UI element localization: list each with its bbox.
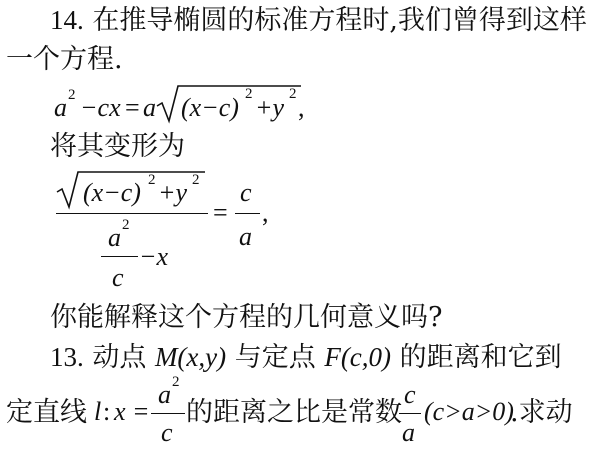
eq2-num-plus-y: +y: [158, 178, 188, 207]
eq2-num-y-exponent: 2: [192, 172, 200, 188]
problem-13-frac-bar: [151, 413, 185, 414]
problem-13-x-equals: x =: [114, 397, 150, 426]
problem-13-ratio-num: c: [404, 380, 416, 409]
problem-13-text-b: 与定点: [234, 342, 316, 373]
eq2-num-radicand-exponent: 2: [148, 172, 156, 188]
eq2-den-minus-x: −x: [139, 242, 169, 271]
eq2-trailing-comma: ,: [262, 198, 269, 227]
problem-13-condition: (c>a>0): [424, 397, 514, 426]
eq2-rhs-den: a: [239, 222, 252, 251]
eq2-equals: =: [213, 198, 228, 227]
eq1-radicand: (x−c): [181, 93, 239, 122]
problem-13-point-f: F(c,0): [324, 342, 392, 372]
problem-13-colon: :: [103, 397, 111, 426]
eq1-a: a: [54, 93, 67, 122]
eq2-rhs-num: c: [240, 178, 252, 207]
problem-14-number: 14.: [50, 5, 84, 35]
problem-13-point-m: M(x,y): [154, 342, 227, 372]
eq2-den-a: a: [108, 223, 121, 252]
problem-14-intro-line2: 一个方程.: [6, 44, 123, 75]
eq1-minus-cx: −cx: [80, 93, 121, 122]
eq1-equals: =: [125, 93, 140, 122]
problem-14-question: 你能解释这个方程的几何意义吗?: [50, 302, 443, 333]
problem-13-text-line2-b: 的距离之比是常数: [186, 397, 402, 428]
problem-13-line-l: l: [94, 397, 102, 426]
eq2-den-a-exponent: 2: [122, 217, 130, 233]
problem-13-text-a: 动点: [92, 342, 147, 373]
problem-13-ratio-den: a: [402, 418, 415, 447]
eq2-den-c: c: [112, 263, 124, 292]
problem-13-frac-c: c: [161, 418, 173, 447]
problem-13-frac-a-exponent: 2: [172, 374, 180, 390]
problem-13-number: 13.: [50, 342, 84, 372]
eq1-radicand-exponent: 2: [245, 86, 253, 102]
eq2-num-radicand: (x−c): [83, 178, 141, 207]
problem-13-text-line2-a: 定直线: [6, 397, 87, 428]
eq1-trailing-comma: ,: [298, 93, 305, 122]
problem-13-text-c: 的距离和它到: [399, 342, 562, 373]
eq1-a-exponent: 2: [68, 87, 76, 103]
problem-13-ratio-bar: [399, 413, 421, 414]
eq1-y-exponent: 2: [289, 86, 297, 102]
eq1-coeff-a: a: [143, 93, 156, 122]
transform-text: 将其变形为: [50, 131, 185, 162]
problem-13-text-line2-c: .求动: [510, 397, 573, 428]
problem-14-intro-line1: 在推导椭圆的标准方程时,我们曾得到这样: [92, 5, 587, 36]
problem-13-frac-a: a: [158, 380, 171, 409]
eq1-plus-y: +y: [255, 93, 285, 122]
